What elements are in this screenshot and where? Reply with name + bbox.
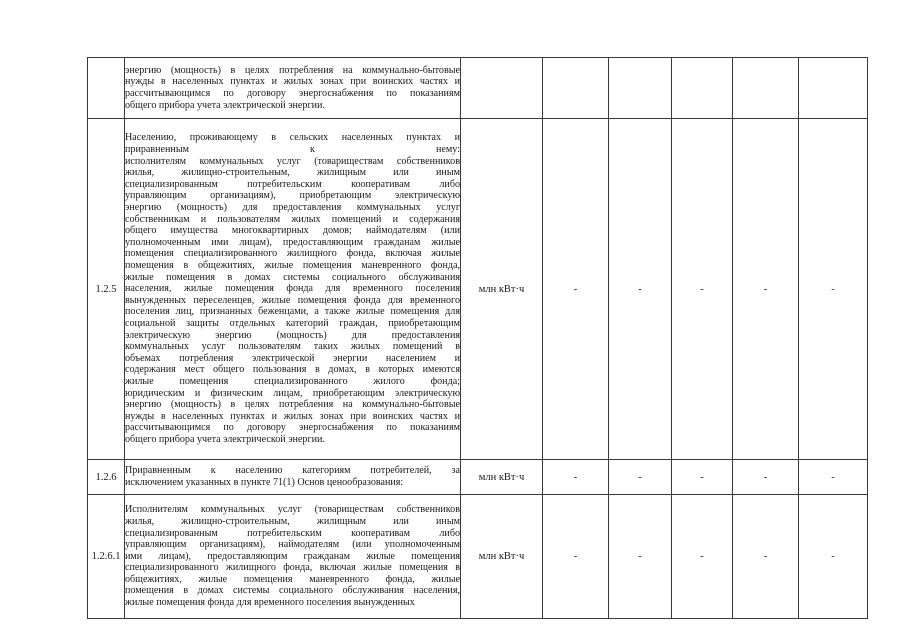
description-line: исполнителям коммунальных услуг (товариществам собственников <box>125 155 460 167</box>
value-cell: - <box>799 460 868 495</box>
description-line: нужды в населенных пунктах и жилых зонах при воинских частях и <box>125 410 460 422</box>
description-line: Приравненным к населению категориям потребителей, за <box>125 465 460 477</box>
description-line: специализированного жилищного фонда, включая жилые помещения в <box>125 562 460 574</box>
description-line: помещения специализированного жилищного фонда, включая жилые <box>125 248 460 260</box>
description-line: общего прибора учета электрической энергии. <box>125 99 325 111</box>
description-line: энергию (мощность) для предоставления коммунальных услуг <box>125 202 460 214</box>
row-unit: млн кВт·ч <box>461 119 543 460</box>
row-number: 1.2.5 <box>88 119 125 460</box>
table-row <box>88 119 868 460</box>
description-line: объемах потребления электрической энергии населением и <box>125 352 460 364</box>
row-number: 1.2.6 <box>88 460 125 495</box>
value-cell <box>609 58 672 119</box>
value-cell: - <box>609 495 672 619</box>
description-line: рассчитывающимся по договору энергоснабжения по показаниям <box>125 422 460 434</box>
description-line: жилые помещения в домах системы социального обслуживания <box>125 271 460 283</box>
value-cell: - <box>733 119 799 460</box>
description-line: жилья, жилищно-строительным, жилищным или иным <box>125 515 460 527</box>
description-line: вынужденных переселенцев, жилые помещения фонда для временного <box>125 294 460 306</box>
row-description <box>125 460 461 495</box>
description-line: коммунальных услуг пользователям таких жилых помещений в <box>125 341 460 353</box>
description-line: уполномоченным ими лицам), предоставляющим гражданам жилые <box>125 236 460 248</box>
description-line: общего прибора учета электрической энергии. <box>125 433 325 445</box>
description-line: социальной защиты отдельных категорий граждан, приобретающим <box>125 317 460 329</box>
description-line: жилья, жилищно-строительным, жилищным или иным <box>125 167 460 179</box>
row-number <box>88 58 125 119</box>
description-line: специализированным потребительским кооперативам либо <box>125 178 460 190</box>
description-line: жилые помещения специализированного жилого фонда; <box>125 375 460 387</box>
description-line: юридическим и физическим лицам, приобретающим электрическую <box>125 387 460 399</box>
value-cell: - <box>543 460 609 495</box>
row-unit: млн кВт·ч <box>461 460 543 495</box>
description-line: помещения в общежитиях, жилые помещения маневренного фонда, <box>125 260 460 272</box>
description-line: энергию (мощность) в целях потребления на коммунально-бытовые <box>125 64 460 76</box>
table-row <box>88 495 868 619</box>
description-line: содержания мест общего пользования в домах, в которых имеются <box>125 364 460 376</box>
value-cell: - <box>543 495 609 619</box>
description-line: Населению, проживающему в сельских населенных пунктах и <box>125 132 460 144</box>
table-row <box>88 460 868 495</box>
description-line: энергию (мощность) в целях потребления на коммунально-бытовые <box>125 399 460 411</box>
description-line: собственникам и пользователям жилых помещений и содержания <box>125 213 460 225</box>
row-unit <box>461 58 543 119</box>
row-description <box>125 495 461 619</box>
description-line: населения, жилые помещения фонда для временного поселения <box>125 283 460 295</box>
description-line: Исполнителям коммунальных услуг (товариществам собственников <box>125 504 460 516</box>
description-line: жилые помещения фонда для временного поселения вынужденных <box>125 597 415 609</box>
value-cell: - <box>672 495 733 619</box>
value-cell: - <box>672 460 733 495</box>
tariff-table <box>87 57 868 619</box>
description-line: исключением указанных в пункте 71(1) Основ ценообразования: <box>125 477 404 488</box>
description-line: управляющим организациям), наймодателям (или уполномоченным <box>125 539 460 551</box>
value-cell: - <box>672 119 733 460</box>
row-number: 1.2.6.1 <box>88 495 125 619</box>
value-cell: - <box>733 460 799 495</box>
row-description <box>125 119 461 460</box>
description-line: электрическую энергию (мощность) для предоставления <box>125 329 460 341</box>
description-line: специализированным потребительским кооперативам либо <box>125 527 460 539</box>
description-line: поселения лиц, признанных беженцами, а также жилые помещения для <box>125 306 460 318</box>
description-line: управляющим организациям), приобретающим электрическую <box>125 190 460 202</box>
description-line: рассчитывающимся по договору энергоснабжения по показаниям <box>125 88 460 99</box>
value-cell <box>543 58 609 119</box>
value-cell <box>799 58 868 119</box>
description-line: помещения в домах системы социального обслуживания населения, <box>125 585 460 597</box>
value-cell: - <box>543 119 609 460</box>
description-line: общего имущества многоквартирных домов; наймодателям (или <box>125 225 460 237</box>
description-line: нужды в населенных пунктах и жилых зонах при воинских частях и <box>125 76 460 88</box>
value-cell <box>672 58 733 119</box>
value-cell: - <box>609 119 672 460</box>
value-cell: - <box>733 495 799 619</box>
value-cell: - <box>799 495 868 619</box>
value-cell: - <box>609 460 672 495</box>
table-row <box>88 58 868 119</box>
row-unit: млн кВт·ч <box>461 495 543 619</box>
value-cell: - <box>799 119 868 460</box>
row-description <box>125 58 461 119</box>
description-line: общежитиях, жилые помещения маневренного фонда, жилые <box>125 573 460 585</box>
description-line: ими лицам), предоставляющим гражданам жилые помещения <box>125 550 460 562</box>
description-line: приравненным к нему: <box>125 144 460 156</box>
value-cell <box>733 58 799 119</box>
